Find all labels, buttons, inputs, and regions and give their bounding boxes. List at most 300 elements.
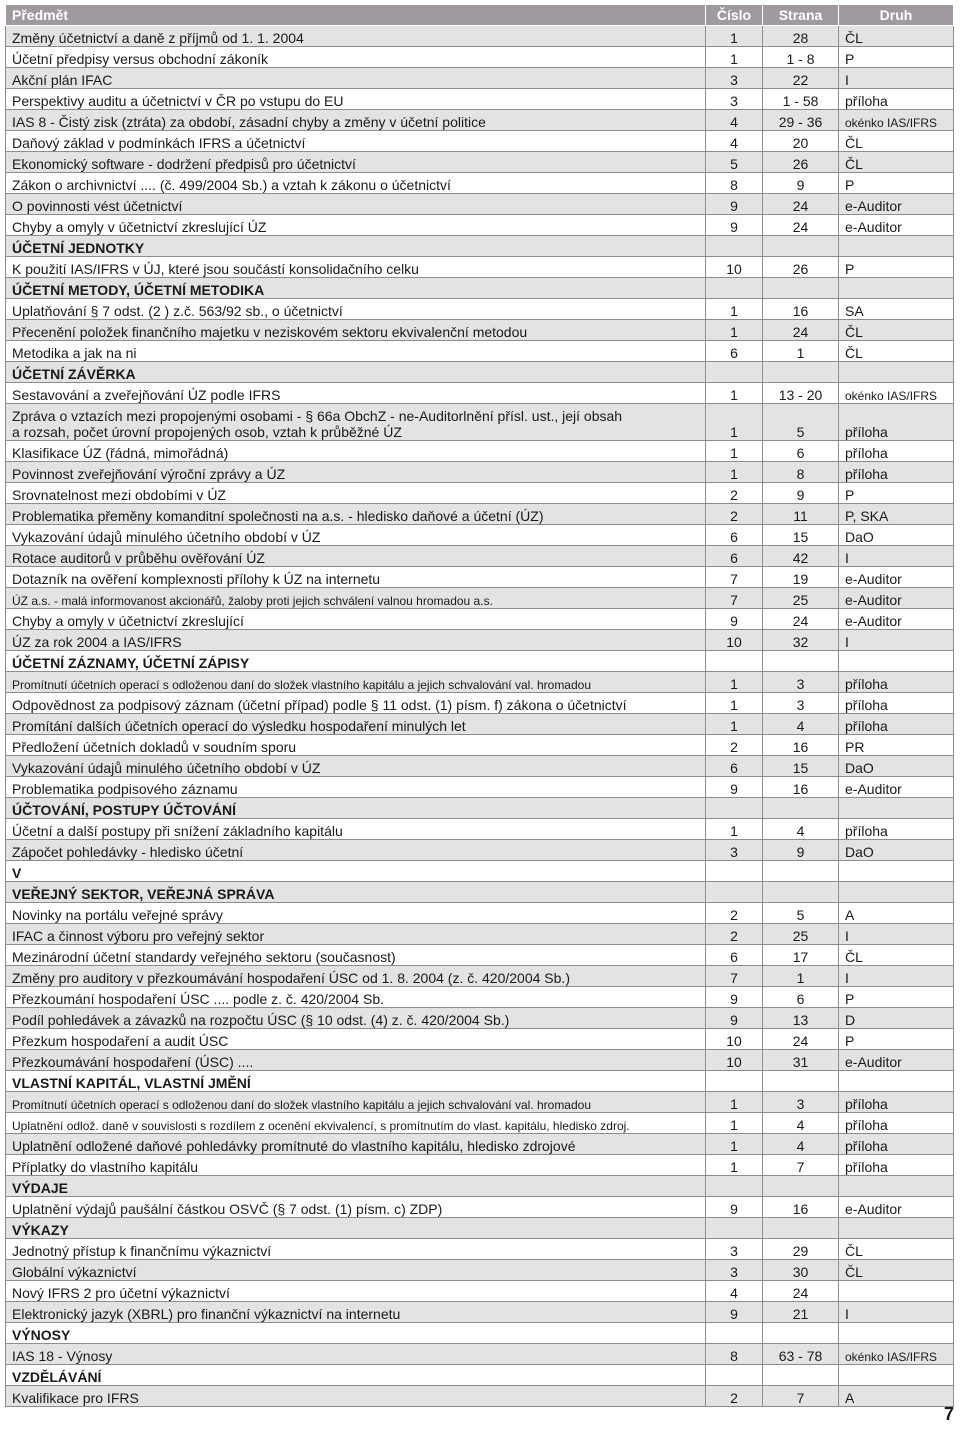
table-row xyxy=(6,756,954,777)
subject-cell: Nový IFRS 2 pro účetní výkaznictví xyxy=(6,1281,706,1302)
table-row xyxy=(6,504,954,525)
header-number: Číslo xyxy=(706,5,763,26)
number-cell: 1 xyxy=(706,299,763,320)
page-cell xyxy=(763,1365,839,1386)
page-cell: 11 xyxy=(763,504,839,525)
page-cell: 24 xyxy=(763,1029,839,1050)
table-row xyxy=(6,404,954,441)
page-cell: 13 - 20 xyxy=(763,383,839,404)
kind-cell: A xyxy=(839,903,954,924)
table-row xyxy=(6,1386,954,1407)
kind-cell: P xyxy=(839,173,954,194)
number-cell: 7 xyxy=(706,966,763,987)
kind-cell: I xyxy=(839,924,954,945)
number-cell xyxy=(706,1218,763,1239)
kind-cell xyxy=(839,1281,954,1302)
kind-cell: příloha xyxy=(839,1134,954,1155)
subject-cell: Daňový základ v podmínkách IFRS a účetnictví xyxy=(6,131,706,152)
kind-cell: ČL xyxy=(839,945,954,966)
page-cell xyxy=(763,798,839,819)
number-cell: 2 xyxy=(706,1386,763,1407)
kind-cell: I xyxy=(839,546,954,567)
subject-cell: Změny účetnictví a daně z příjmů od 1. 1. 2004 xyxy=(6,26,706,47)
page-cell: 1 - 8 xyxy=(763,47,839,68)
page-cell: 28 xyxy=(763,26,839,47)
table-row xyxy=(6,320,954,341)
number-cell xyxy=(706,1176,763,1197)
page-cell: 9 xyxy=(763,840,839,861)
kind-cell: e-Auditor xyxy=(839,215,954,236)
number-cell: 4 xyxy=(706,110,763,131)
section-row xyxy=(6,362,954,383)
kind-cell: příloha xyxy=(839,693,954,714)
kind-cell: A xyxy=(839,1386,954,1407)
subject-cell: Problematika podpisového záznamu xyxy=(6,777,706,798)
subject-line: a rozsah, počet úrovní propojených osob, vztah k průběžné ÚZ xyxy=(12,424,402,440)
subject-cell: Sestavování a zveřejňování ÚZ podle IFRS xyxy=(6,383,706,404)
number-cell: 9 xyxy=(706,215,763,236)
page-cell: 21 xyxy=(763,1302,839,1323)
number-cell xyxy=(706,362,763,383)
section-row xyxy=(6,651,954,672)
kind-cell: příloha xyxy=(839,462,954,483)
kind-cell: DaO xyxy=(839,525,954,546)
number-cell: 10 xyxy=(706,1029,763,1050)
number-cell: 8 xyxy=(706,1344,763,1365)
number-cell: 6 xyxy=(706,756,763,777)
page-cell: 42 xyxy=(763,546,839,567)
number-cell: 3 xyxy=(706,840,763,861)
number-cell: 1 xyxy=(706,819,763,840)
page-cell: 32 xyxy=(763,630,839,651)
subject-cell: Uplatnění odlož. daně v souvislosti s rozdílem z ocenění ekvivalencí, s promítnutím do vlast. kapitálu, hledisko zdroj. xyxy=(6,1113,706,1134)
number-cell: 4 xyxy=(706,131,763,152)
subject-cell: Předložení účetních dokladů v soudním sporu xyxy=(6,735,706,756)
table-row xyxy=(6,89,954,110)
number-cell: 6 xyxy=(706,341,763,362)
page-cell: 24 xyxy=(763,609,839,630)
page-cell: 3 xyxy=(763,672,839,693)
section-heading: VÝDAJE xyxy=(6,1176,706,1197)
page-cell: 3 xyxy=(763,693,839,714)
subject-cell: Přecenění položek finančního majetku v neziskovém sektoru ekvivalenční metodou xyxy=(6,320,706,341)
subject-cell: Promítnutí účetních operací s odloženou daní do složek vlastního kapitálu a jejich schvalování val. hromadou xyxy=(6,1092,706,1113)
table-row xyxy=(6,215,954,236)
page-cell: 16 xyxy=(763,735,839,756)
kind-cell: příloha xyxy=(839,714,954,735)
table-row xyxy=(6,1281,954,1302)
section-row xyxy=(6,278,954,299)
table-row xyxy=(6,819,954,840)
page-cell: 8 xyxy=(763,462,839,483)
number-cell: 1 xyxy=(706,383,763,404)
kind-cell: SA xyxy=(839,299,954,320)
number-cell: 9 xyxy=(706,194,763,215)
section-heading: ÚČTOVÁNÍ, POSTUPY ÚČTOVÁNÍ xyxy=(6,798,706,819)
table-row xyxy=(6,152,954,173)
table-row xyxy=(6,1134,954,1155)
page-cell: 19 xyxy=(763,567,839,588)
section-row xyxy=(6,1323,954,1344)
subject-cell: Zápočet pohledávky - hledisko účetní xyxy=(6,840,706,861)
subject-cell: Odpovědnost za podpisový záznam (účetní případ) podle § 11 odst. (1) písm. f) zákona o účetnictví xyxy=(6,693,706,714)
kind-cell: e-Auditor xyxy=(839,1197,954,1218)
number-cell: 10 xyxy=(706,1050,763,1071)
kind-cell: příloha xyxy=(839,89,954,110)
page-cell xyxy=(763,278,839,299)
number-cell: 1 xyxy=(706,462,763,483)
number-cell: 1 xyxy=(706,672,763,693)
subject-cell: Rotace auditorů v průběhu ověřování ÚZ xyxy=(6,546,706,567)
page-cell: 16 xyxy=(763,299,839,320)
number-cell xyxy=(706,882,763,903)
section-heading: VÝNOSY xyxy=(6,1323,706,1344)
kind-cell: I xyxy=(839,630,954,651)
number-cell: 2 xyxy=(706,504,763,525)
number-cell xyxy=(706,278,763,299)
page-cell: 4 xyxy=(763,819,839,840)
subject-cell: Srovnatelnost mezi obdobími v ÚZ xyxy=(6,483,706,504)
number-cell: 2 xyxy=(706,924,763,945)
number-cell xyxy=(706,861,763,882)
table-row xyxy=(6,1113,954,1134)
number-cell: 6 xyxy=(706,525,763,546)
subject-cell: Promítání dalších účetních operací do výsledku hospodaření minulých let xyxy=(6,714,706,735)
kind-cell: ČL xyxy=(839,26,954,47)
kind-cell: e-Auditor xyxy=(839,567,954,588)
page-cell: 1 xyxy=(763,966,839,987)
page-cell: 13 xyxy=(763,1008,839,1029)
subject-cell: Kvalifikace pro IFRS xyxy=(6,1386,706,1407)
page-cell xyxy=(763,1176,839,1197)
kind-cell xyxy=(839,798,954,819)
subject-cell: Elektronický jazyk (XBRL) pro finanční výkaznictví na internetu xyxy=(6,1302,706,1323)
page-cell: 7 xyxy=(763,1386,839,1407)
page-cell: 15 xyxy=(763,756,839,777)
header-subject: Předmět xyxy=(6,5,706,26)
subject-cell: Globální výkaznictví xyxy=(6,1260,706,1281)
page-cell: 26 xyxy=(763,152,839,173)
kind-cell: okénko IAS/IFRS xyxy=(839,383,954,404)
kind-cell: e-Auditor xyxy=(839,588,954,609)
section-row xyxy=(6,1071,954,1092)
subject-cell: Podíl pohledávek a závazků na rozpočtu ÚSC (§ 10 odst. (4) z. č. 420/2004 Sb.) xyxy=(6,1008,706,1029)
number-cell: 1 xyxy=(706,404,763,441)
table-row xyxy=(6,131,954,152)
subject-cell: Uplatňování § 7 odst. (2 ) z.č. 563/92 sb., o účetnictví xyxy=(6,299,706,320)
table-row xyxy=(6,903,954,924)
table-row xyxy=(6,924,954,945)
kind-cell: ČL xyxy=(839,1260,954,1281)
section-row xyxy=(6,1218,954,1239)
number-cell xyxy=(706,1365,763,1386)
section-heading: VLASTNÍ KAPITÁL, VLASTNÍ JMĚNÍ xyxy=(6,1071,706,1092)
kind-cell: PR xyxy=(839,735,954,756)
header-row xyxy=(6,5,954,26)
section-heading: V xyxy=(6,861,706,882)
subject-cell: Přezkum hospodaření a audit ÚSC xyxy=(6,1029,706,1050)
table-row xyxy=(6,299,954,320)
kind-cell: D xyxy=(839,1008,954,1029)
kind-cell: P xyxy=(839,257,954,278)
kind-cell: I xyxy=(839,1302,954,1323)
page-cell: 31 xyxy=(763,1050,839,1071)
number-cell: 2 xyxy=(706,903,763,924)
page-cell xyxy=(763,1218,839,1239)
number-cell: 1 xyxy=(706,320,763,341)
table-row xyxy=(6,840,954,861)
kind-cell: P, SKA xyxy=(839,504,954,525)
page-cell: 22 xyxy=(763,68,839,89)
page-cell: 25 xyxy=(763,924,839,945)
kind-cell: P xyxy=(839,483,954,504)
table-row xyxy=(6,68,954,89)
number-cell: 9 xyxy=(706,1302,763,1323)
page-number: 7 xyxy=(943,1404,954,1424)
section-row xyxy=(6,861,954,882)
table-row xyxy=(6,735,954,756)
subject-cell: Novinky na portálu veřejné správy xyxy=(6,903,706,924)
number-cell: 6 xyxy=(706,546,763,567)
table-row xyxy=(6,1239,954,1260)
subject-cell: Mezinárodní účetní standardy veřejného sektoru (současnost) xyxy=(6,945,706,966)
number-cell: 1 xyxy=(706,441,763,462)
table-row xyxy=(6,525,954,546)
table-row xyxy=(6,1092,954,1113)
section-heading: ÚČETNÍ JEDNOTKY xyxy=(6,236,706,257)
kind-cell xyxy=(839,362,954,383)
subject-cell: Chyby a omyly v účetnictví zkreslující xyxy=(6,609,706,630)
subject-line: Zpráva o vztazích mezi propojenými osobami - § 66a ObchZ - ne-Auditorlnění přísl. ust., její obsah xyxy=(12,408,623,424)
page-cell xyxy=(763,362,839,383)
section-heading: ÚČETNÍ ZÁZNAMY, ÚČETNÍ ZÁPISY xyxy=(6,651,706,672)
page-cell: 25 xyxy=(763,588,839,609)
number-cell: 7 xyxy=(706,588,763,609)
number-cell: 3 xyxy=(706,68,763,89)
number-cell xyxy=(706,651,763,672)
table-row xyxy=(6,1155,954,1176)
kind-cell xyxy=(839,1365,954,1386)
header-page: Strana xyxy=(763,5,839,26)
index-table xyxy=(5,4,954,1407)
page-cell: 5 xyxy=(763,903,839,924)
table-row xyxy=(6,194,954,215)
table-row xyxy=(6,1008,954,1029)
section-heading: VÝKAZY xyxy=(6,1218,706,1239)
subject-cell: Uplatnění odložené daňové pohledávky promítnuté do vlastního kapitálu, hledisko zdrojové xyxy=(6,1134,706,1155)
page-cell xyxy=(763,1323,839,1344)
table-row xyxy=(6,693,954,714)
kind-cell: ČL xyxy=(839,1239,954,1260)
subject-cell: ÚZ a.s. - malá informovanost akcionářů, žaloby proti jejich schválení valnou hromadou a.s. xyxy=(6,588,706,609)
section-row xyxy=(6,798,954,819)
table-row xyxy=(6,341,954,362)
kind-cell: e-Auditor xyxy=(839,777,954,798)
table-row xyxy=(6,462,954,483)
number-cell xyxy=(706,236,763,257)
kind-cell: příloha xyxy=(839,404,954,441)
subject-cell: Účetní a další postupy při snížení základního kapitálu xyxy=(6,819,706,840)
table-row xyxy=(6,1302,954,1323)
number-cell: 3 xyxy=(706,1239,763,1260)
number-cell: 1 xyxy=(706,1134,763,1155)
page-cell: 24 xyxy=(763,215,839,236)
page-cell: 26 xyxy=(763,257,839,278)
subject-cell: Vykazování údajů minulého účetního období v ÚZ xyxy=(6,525,706,546)
table-row xyxy=(6,26,954,47)
number-cell: 1 xyxy=(706,1155,763,1176)
page-cell: 5 xyxy=(763,404,839,441)
page-cell: 9 xyxy=(763,483,839,504)
section-row xyxy=(6,1176,954,1197)
table-row xyxy=(6,945,954,966)
kind-cell: DaO xyxy=(839,756,954,777)
subject-cell: Promítnutí účetních operací s odloženou daní do složek vlastního kapitálu a jejich schvalování val. hromadou xyxy=(6,672,706,693)
kind-cell: příloha xyxy=(839,441,954,462)
subject-cell: Účetní předpisy versus obchodní zákoník xyxy=(6,47,706,68)
page-cell: 29 xyxy=(763,1239,839,1260)
kind-cell: okénko IAS/IFRS xyxy=(839,1344,954,1365)
number-cell xyxy=(706,1323,763,1344)
page-cell: 6 xyxy=(763,987,839,1008)
number-cell: 9 xyxy=(706,777,763,798)
number-cell: 9 xyxy=(706,987,763,1008)
table-row xyxy=(6,47,954,68)
number-cell: 3 xyxy=(706,1260,763,1281)
table-row xyxy=(6,567,954,588)
table-row xyxy=(6,546,954,567)
table-row xyxy=(6,1260,954,1281)
kind-cell xyxy=(839,236,954,257)
kind-cell: ČL xyxy=(839,152,954,173)
subject-cell: O povinnosti vést účetnictví xyxy=(6,194,706,215)
page-cell: 4 xyxy=(763,714,839,735)
kind-cell: ČL xyxy=(839,320,954,341)
table-row xyxy=(6,588,954,609)
page-cell xyxy=(763,861,839,882)
number-cell: 9 xyxy=(706,1008,763,1029)
subject-cell: Akční plán IFAC xyxy=(6,68,706,89)
subject-cell: Změny pro auditory v přezkoumávání hospodaření ÚSC od 1. 8. 2004 (z. č. 420/2004 Sb.) xyxy=(6,966,706,987)
subject-cell: Uplatnění výdajů paušální částkou OSVČ (§ 7 odst. (1) písm. c) ZDP) xyxy=(6,1197,706,1218)
page-cell xyxy=(763,1071,839,1092)
kind-cell: příloha xyxy=(839,819,954,840)
subject-cell: Perspektivy auditu a účetnictví v ČR po vstupu do EU xyxy=(6,89,706,110)
kind-cell: I xyxy=(839,966,954,987)
table-row xyxy=(6,1050,954,1071)
section-heading: ÚČETNÍ METODY, ÚČETNÍ METODIKA xyxy=(6,278,706,299)
page-cell: 7 xyxy=(763,1155,839,1176)
section-row xyxy=(6,236,954,257)
number-cell: 6 xyxy=(706,945,763,966)
table-row xyxy=(6,777,954,798)
kind-cell: e-Auditor xyxy=(839,609,954,630)
page-cell: 24 xyxy=(763,320,839,341)
number-cell: 1 xyxy=(706,1113,763,1134)
table-row xyxy=(6,383,954,404)
page-cell xyxy=(763,236,839,257)
number-cell: 1 xyxy=(706,714,763,735)
subject-cell: K použití IAS/IFRS v ÚJ, které jsou součástí konsolidačního celku xyxy=(6,257,706,278)
table-row xyxy=(6,483,954,504)
kind-cell xyxy=(839,651,954,672)
page-cell: 1 xyxy=(763,341,839,362)
page-cell: 4 xyxy=(763,1113,839,1134)
table-row xyxy=(6,609,954,630)
subject-cell: IAS 8 - Čistý zisk (ztráta) za období, zásadní chyby a změny v účetní politice xyxy=(6,110,706,131)
table-row xyxy=(6,441,954,462)
subject-cell: Přezkoumávání hospodaření (ÚSC) .... xyxy=(6,1050,706,1071)
subject-cell: Vykazování údajů minulého účetního období v ÚZ xyxy=(6,756,706,777)
table-row xyxy=(6,966,954,987)
kind-cell: příloha xyxy=(839,1155,954,1176)
number-cell: 8 xyxy=(706,173,763,194)
number-cell: 9 xyxy=(706,609,763,630)
kind-cell: P xyxy=(839,987,954,1008)
subject-cell: Ekonomický software - dodržení předpisů pro účetnictví xyxy=(6,152,706,173)
subject-cell: Jednotný přístup k finančnímu výkaznictví xyxy=(6,1239,706,1260)
kind-cell: příloha xyxy=(839,1113,954,1134)
number-cell xyxy=(706,798,763,819)
subject-cell: Metodika a jak na ni xyxy=(6,341,706,362)
page-cell: 15 xyxy=(763,525,839,546)
section-heading: VZDĚLÁVÁNÍ xyxy=(6,1365,706,1386)
page-cell: 20 xyxy=(763,131,839,152)
number-cell: 10 xyxy=(706,630,763,651)
header-kind: Druh xyxy=(839,5,954,26)
kind-cell xyxy=(839,882,954,903)
subject-cell xyxy=(6,404,706,441)
table-row xyxy=(6,1197,954,1218)
kind-cell: P xyxy=(839,47,954,68)
table-row xyxy=(6,173,954,194)
number-cell: 5 xyxy=(706,152,763,173)
page-cell xyxy=(763,882,839,903)
kind-cell: e-Auditor xyxy=(839,1050,954,1071)
number-cell xyxy=(706,1071,763,1092)
kind-cell xyxy=(839,278,954,299)
subject-cell: Chyby a omyly v účetnictví zkreslující ÚZ xyxy=(6,215,706,236)
subject-cell: ÚZ za rok 2004 a IAS/IFRS xyxy=(6,630,706,651)
page-cell: 16 xyxy=(763,1197,839,1218)
subject-cell: IFAC a činnost výboru pro veřejný sektor xyxy=(6,924,706,945)
page-cell: 6 xyxy=(763,441,839,462)
table-row xyxy=(6,672,954,693)
table-row xyxy=(6,1344,954,1365)
kind-cell: P xyxy=(839,1029,954,1050)
table-row xyxy=(6,257,954,278)
number-cell: 2 xyxy=(706,483,763,504)
number-cell: 4 xyxy=(706,1281,763,1302)
kind-cell xyxy=(839,1218,954,1239)
page-cell: 63 - 78 xyxy=(763,1344,839,1365)
number-cell: 7 xyxy=(706,567,763,588)
number-cell: 1 xyxy=(706,1092,763,1113)
kind-cell: ČL xyxy=(839,341,954,362)
kind-cell xyxy=(839,1176,954,1197)
page-cell: 3 xyxy=(763,1092,839,1113)
kind-cell xyxy=(839,1323,954,1344)
subject-cell: Dotazník na ověření komplexnosti přílohy k ÚZ na internetu xyxy=(6,567,706,588)
number-cell: 3 xyxy=(706,89,763,110)
kind-cell: e-Auditor xyxy=(839,194,954,215)
index-table-page xyxy=(5,4,953,1407)
section-heading: VEŘEJNÝ SEKTOR, VEŘEJNÁ SPRÁVA xyxy=(6,882,706,903)
subject-cell: Příplatky do vlastního kapitálu xyxy=(6,1155,706,1176)
page-cell: 17 xyxy=(763,945,839,966)
number-cell: 1 xyxy=(706,26,763,47)
number-cell: 2 xyxy=(706,735,763,756)
